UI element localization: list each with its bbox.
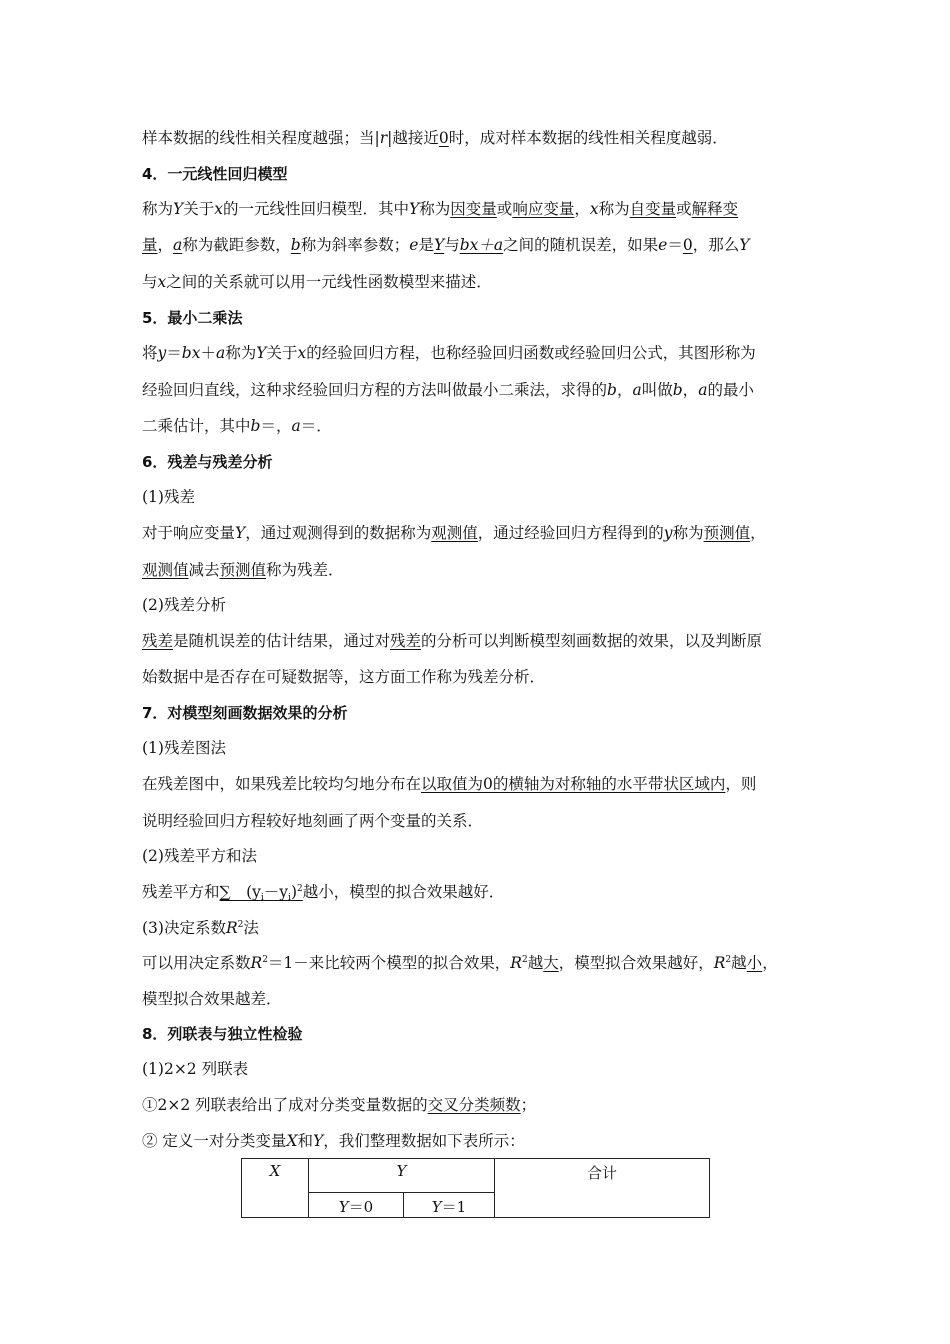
- subheading-residual-plot: (1)残差图法: [142, 739, 226, 757]
- heading-4: 4．一元线性回归模型: [142, 165, 288, 183]
- table-header-total: 合计: [495, 1159, 710, 1218]
- para-line-9: 观测值减去预测值称为残差．: [142, 561, 344, 579]
- para-line-10: 残差是随机误差的估计结果，通过对残差的分析可以判断模型刻画数据的效果，以及判断原: [142, 632, 763, 650]
- subheading-residual: (1)残差: [142, 488, 195, 506]
- heading-6: 6．残差与残差分析: [142, 453, 273, 471]
- table-header-y1: Y＝1: [404, 1193, 495, 1218]
- para-line-5: 将y＝bx＋a称为Y关于x的经验回归方程，也称经验回归函数或经验回归公式，其图形称为: [142, 344, 756, 362]
- table-header-y0: Y＝0: [309, 1193, 404, 1218]
- para-line-14: 残差平方和∑ $(y_i-y_i)^2$越小，模型的拟合效果越好．: [142, 883, 505, 903]
- contingency-table: [241, 1158, 710, 1218]
- para-line-15: 可以用决定系数$R^2=1-$来比较两个模型的拟合效果，$R^2$越大，模型拟合效果越好，$R^2$越小，: [142, 954, 778, 972]
- para-line-12: 在残差图中，如果残差比较均匀地分布在以取值为0的横轴为对称轴的水平带状区域内，则: [142, 775, 757, 793]
- para-line-1: 样本数据的线性相关程度越强；当|r|越接近0时，成对样本数据的线性相关程度越弱．: [142, 129, 728, 147]
- subheading-contingency-table: (1)2×2 列联表: [142, 1060, 249, 1078]
- subheading-r-squared: (3)决定系数$R^2$法: [142, 919, 259, 937]
- para-line-8: 对于响应变量Y，通过观测得到的数据称为观测值，通过经验回归方程得到的y称为预测值，: [142, 524, 766, 542]
- heading-7: 7．对模型刻画数据效果的分析: [142, 704, 348, 722]
- subheading-residual-analysis: (2)残差分析: [142, 596, 226, 614]
- table-header-x: X: [242, 1159, 309, 1218]
- table-header-y: Y: [309, 1159, 495, 1193]
- para-line-18: ② 定义一对分类变量X和Y，我们整理数据如下表所示：: [142, 1132, 525, 1150]
- para-line-3: 量，a称为截距参数，b称为斜率参数；e是Y与bx＋a之间的随机误差，如果e＝0，那么Y: [142, 236, 750, 254]
- para-line-6: 经验回归直线，这种求经验回归方程的方法叫做最小二乘法，求得的b，a叫做b，a的最小: [142, 381, 754, 399]
- para-line-7: 二乘估计，其中b＝，a＝．: [142, 417, 332, 435]
- para-line-13: 说明经验回归方程较好地刻画了两个变量的关系．: [142, 812, 484, 830]
- heading-5: 5．最小二乘法: [142, 309, 243, 327]
- heading-8: 8．列联表与独立性检验: [142, 1025, 303, 1043]
- para-line-16: 模型拟合效果越差．: [142, 990, 282, 1008]
- para-line-2: 称为Y关于x的一元线性回归模型．其中Y称为因变量或响应变量，x称为自变量或解释变: [142, 200, 739, 218]
- subheading-sum-of-squares: (2)残差平方和法: [142, 847, 257, 865]
- para-line-4: 与x之间的关系就可以用一元线性函数模型来描述．: [142, 273, 492, 291]
- para-line-17: ①2×2 列联表给出了成对分类变量数据的交叉分类频数；: [142, 1096, 537, 1114]
- para-line-11: 始数据中是否存在可疑数据等，这方面工作称为残差分析．: [142, 668, 546, 686]
